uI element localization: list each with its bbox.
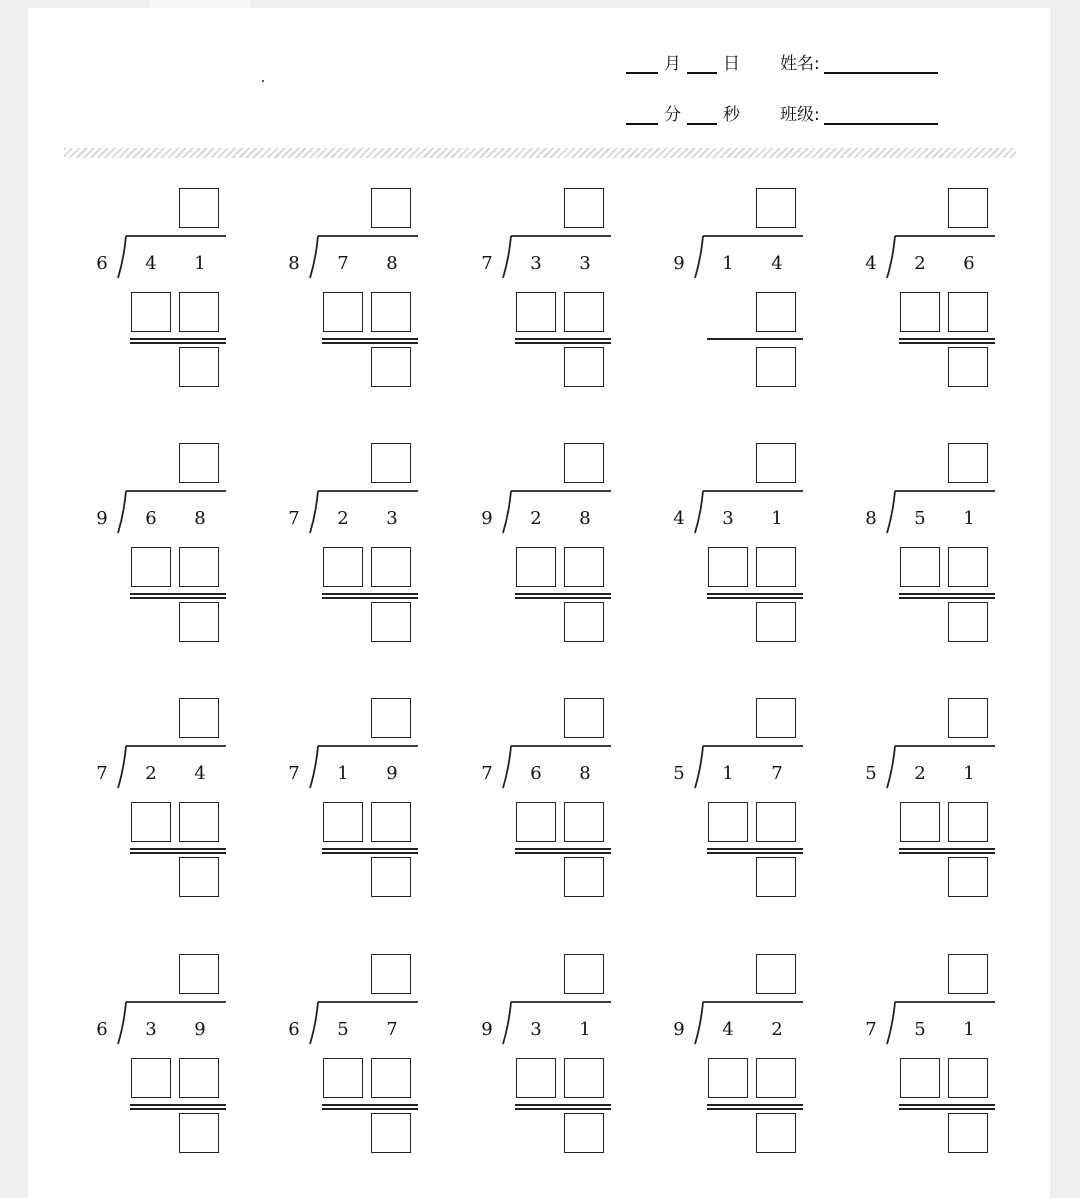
remainder-box[interactable] (756, 1113, 796, 1153)
remainder-box[interactable] (564, 602, 604, 642)
divisor: 7 (481, 763, 493, 784)
subtraction-line (899, 852, 995, 854)
dividend-tens-digit: 4 (145, 253, 157, 274)
remainder-box[interactable] (564, 1113, 604, 1153)
product-tens-box[interactable] (900, 292, 940, 332)
subtraction-line (322, 593, 418, 595)
second-label: 秒 (723, 105, 740, 125)
dividend-tens-digit: 1 (337, 763, 349, 784)
remainder-box[interactable] (179, 602, 219, 642)
subtraction-line (899, 593, 995, 595)
product-tens-box[interactable] (131, 547, 171, 587)
division-problem (667, 441, 817, 651)
subtraction-line (707, 1104, 803, 1106)
dividend-ones-digit: 8 (579, 508, 591, 529)
division-problem (667, 186, 817, 396)
division-problem (282, 441, 432, 651)
product-ones-box[interactable] (564, 802, 604, 842)
quotient-box[interactable] (564, 698, 604, 738)
product-tens-box[interactable] (516, 1058, 556, 1098)
subtraction-line (130, 1108, 226, 1110)
subtraction-line (322, 1104, 418, 1106)
subtraction-line (707, 597, 803, 599)
date-row (626, 46, 938, 74)
month-label: 月 (664, 54, 681, 74)
product-ones-box[interactable] (371, 1058, 411, 1098)
subtraction-line (899, 338, 995, 340)
dividend-ones-digit: 1 (963, 1019, 975, 1040)
quotient-box[interactable] (179, 698, 219, 738)
dividend-tens-digit: 7 (337, 253, 349, 274)
dividend-ones-digit: 9 (194, 1019, 206, 1040)
quotient-box[interactable] (948, 188, 988, 228)
class-blank[interactable] (824, 105, 938, 125)
subtraction-line (130, 338, 226, 340)
product-ones-box[interactable] (179, 1058, 219, 1098)
subtraction-line (515, 1104, 611, 1106)
dividend-tens-digit: 3 (530, 1019, 542, 1040)
subtraction-line (515, 597, 611, 599)
remainder-box[interactable] (756, 347, 796, 387)
product-ones-box[interactable] (564, 292, 604, 332)
product-ones-box[interactable] (948, 547, 988, 587)
division-problem (282, 952, 432, 1162)
product-ones-box[interactable] (948, 1058, 988, 1098)
product-ones-box[interactable] (179, 547, 219, 587)
remainder-box[interactable] (371, 857, 411, 897)
second-blank[interactable] (687, 105, 717, 125)
dividend-tens-digit: 5 (914, 508, 926, 529)
quotient-box[interactable] (564, 954, 604, 994)
dividend-ones-digit: 7 (386, 1019, 398, 1040)
division-problem (475, 441, 625, 651)
remainder-box[interactable] (179, 1113, 219, 1153)
dividend-ones-digit: 1 (963, 763, 975, 784)
subtraction-line (515, 848, 611, 850)
speck (262, 80, 264, 82)
quotient-box[interactable] (371, 443, 411, 483)
dividend-ones-digit: 1 (771, 508, 783, 529)
quotient-box[interactable] (948, 443, 988, 483)
quotient-box[interactable] (371, 188, 411, 228)
subtraction-line (130, 852, 226, 854)
quotient-box[interactable] (179, 188, 219, 228)
dividend-tens-digit: 2 (145, 763, 157, 784)
dividend-tens-digit: 3 (530, 253, 542, 274)
dividend-ones-digit: 1 (579, 1019, 591, 1040)
remainder-box[interactable] (564, 857, 604, 897)
quotient-box[interactable] (948, 954, 988, 994)
subtraction-line (515, 852, 611, 854)
divisor: 6 (96, 1019, 108, 1040)
hatched-divider (64, 148, 1016, 158)
divisor: 7 (288, 763, 300, 784)
division-problem (859, 186, 1009, 396)
dividend-ones-digit: 2 (771, 1019, 783, 1040)
dividend-tens-digit: 2 (337, 508, 349, 529)
divisor: 5 (865, 763, 877, 784)
dividend-tens-digit: 1 (722, 253, 734, 274)
product-tens-box[interactable] (900, 802, 940, 842)
quotient-box[interactable] (756, 443, 796, 483)
product-tens-box[interactable] (131, 1058, 171, 1098)
subtraction-line (707, 1108, 803, 1110)
divisor: 7 (481, 253, 493, 274)
product-ones-box[interactable] (371, 547, 411, 587)
remainder-box[interactable] (948, 1113, 988, 1153)
product-ones-box[interactable] (564, 1058, 604, 1098)
remainder-box[interactable] (371, 602, 411, 642)
division-problem (90, 696, 240, 906)
product-tens-box[interactable] (516, 802, 556, 842)
subtraction-line (130, 1104, 226, 1106)
remainder-box[interactable] (948, 602, 988, 642)
subtraction-line (899, 848, 995, 850)
remainder-box[interactable] (756, 602, 796, 642)
dividend-tens-digit: 5 (914, 1019, 926, 1040)
divisor: 7 (865, 1019, 877, 1040)
quotient-box[interactable] (756, 954, 796, 994)
remainder-box[interactable] (948, 347, 988, 387)
subtraction-line (707, 848, 803, 850)
subtraction-line (130, 593, 226, 595)
division-problem (475, 952, 625, 1162)
divisor: 9 (673, 253, 685, 274)
name-label: 姓名: (780, 54, 820, 74)
quotient-box[interactable] (371, 698, 411, 738)
subtraction-line (515, 1108, 611, 1110)
divisor: 8 (865, 508, 877, 529)
remainder-box[interactable] (948, 857, 988, 897)
product-ones-box[interactable] (371, 802, 411, 842)
page-edge (150, 0, 250, 8)
dividend-tens-digit: 3 (722, 508, 734, 529)
quotient-box[interactable] (371, 954, 411, 994)
division-problem (475, 186, 625, 396)
dividend-tens-digit: 6 (145, 508, 157, 529)
divisor: 4 (673, 508, 685, 529)
dividend-ones-digit: 8 (579, 763, 591, 784)
subtraction-line (322, 852, 418, 854)
product-tens-box[interactable] (323, 802, 363, 842)
division-problem (667, 696, 817, 906)
time-row (626, 97, 938, 125)
dividend-ones-digit: 1 (963, 508, 975, 529)
dividend-ones-digit: 4 (194, 763, 206, 784)
product-tens-box[interactable] (323, 1058, 363, 1098)
quotient-box[interactable] (564, 188, 604, 228)
remainder-box[interactable] (179, 347, 219, 387)
remainder-box[interactable] (756, 857, 796, 897)
quotient-box[interactable] (179, 443, 219, 483)
product-ones-box[interactable] (756, 1058, 796, 1098)
product-ones-box[interactable] (179, 292, 219, 332)
subtraction-line (899, 1104, 995, 1106)
quotient-box[interactable] (179, 954, 219, 994)
dividend-tens-digit: 2 (914, 253, 926, 274)
dividend-ones-digit: 7 (771, 763, 783, 784)
minute-blank[interactable] (626, 105, 658, 125)
divisor: 9 (673, 1019, 685, 1040)
remainder-box[interactable] (371, 347, 411, 387)
division-problem (90, 186, 240, 396)
product-tens-box[interactable] (900, 1058, 940, 1098)
divisor: 9 (481, 1019, 493, 1040)
division-problem (667, 952, 817, 1162)
division-problem (859, 696, 1009, 906)
divisor: 9 (481, 508, 493, 529)
subtraction-line (899, 342, 995, 344)
dividend-tens-digit: 3 (145, 1019, 157, 1040)
subtraction-line (322, 848, 418, 850)
product-tens-box[interactable] (516, 292, 556, 332)
dividend-tens-digit: 6 (530, 763, 542, 784)
product-ones-box[interactable] (948, 292, 988, 332)
divisor: 5 (673, 763, 685, 784)
minute-label: 分 (664, 105, 681, 125)
product-tens-box[interactable] (516, 547, 556, 587)
class-label: 班级: (780, 105, 820, 125)
division-problem (859, 441, 1009, 651)
divisor: 6 (96, 253, 108, 274)
product-ones-box[interactable] (756, 547, 796, 587)
divisor: 4 (865, 253, 877, 274)
divisor: 7 (288, 508, 300, 529)
divisor: 6 (288, 1019, 300, 1040)
subtraction-line (130, 342, 226, 344)
dividend-ones-digit: 6 (963, 253, 975, 274)
product-tens-box[interactable] (708, 802, 748, 842)
divisor: 7 (96, 763, 108, 784)
dividend-tens-digit: 1 (722, 763, 734, 784)
product-ones-box[interactable] (756, 802, 796, 842)
division-problem (90, 441, 240, 651)
subtraction-line (515, 342, 611, 344)
quotient-box[interactable] (948, 698, 988, 738)
division-problem (282, 186, 432, 396)
subtraction-line (515, 593, 611, 595)
dividend-ones-digit: 9 (386, 763, 398, 784)
subtraction-line (130, 597, 226, 599)
product-tens-box[interactable] (131, 292, 171, 332)
subtraction-line (322, 1108, 418, 1110)
product-tens-box[interactable] (323, 547, 363, 587)
dividend-ones-digit: 1 (194, 253, 206, 274)
remainder-box[interactable] (371, 1113, 411, 1153)
product-ones-box[interactable] (756, 292, 796, 332)
dividend-ones-digit: 3 (579, 253, 591, 274)
product-ones-box[interactable] (179, 802, 219, 842)
product-tens-box[interactable] (708, 547, 748, 587)
subtraction-line (322, 338, 418, 340)
dividend-ones-digit: 8 (386, 253, 398, 274)
remainder-box[interactable] (564, 347, 604, 387)
remainder-box[interactable] (179, 857, 219, 897)
month-blank[interactable] (626, 54, 658, 74)
divisor: 9 (96, 508, 108, 529)
dividend-tens-digit: 2 (914, 763, 926, 784)
quotient-box[interactable] (756, 698, 796, 738)
product-tens-box[interactable] (708, 1058, 748, 1098)
divisor: 8 (288, 253, 300, 274)
dividend-tens-digit: 5 (337, 1019, 349, 1040)
subtraction-line (130, 848, 226, 850)
subtraction-line (322, 342, 418, 344)
subtraction-line (707, 338, 803, 340)
quotient-box[interactable] (756, 188, 796, 228)
subtraction-line (707, 593, 803, 595)
product-tens-box[interactable] (900, 547, 940, 587)
dividend-ones-digit: 3 (386, 508, 398, 529)
division-problem (90, 952, 240, 1162)
dividend-ones-digit: 8 (194, 508, 206, 529)
product-ones-box[interactable] (948, 802, 988, 842)
dividend-tens-digit: 2 (530, 508, 542, 529)
division-problem (282, 696, 432, 906)
day-label: 日 (723, 54, 740, 74)
subtraction-line (899, 1108, 995, 1110)
division-problem (859, 952, 1009, 1162)
subtraction-line (899, 597, 995, 599)
subtraction-line (515, 338, 611, 340)
day-blank[interactable] (687, 54, 717, 74)
quotient-box[interactable] (564, 443, 604, 483)
division-problem (475, 696, 625, 906)
subtraction-line (322, 597, 418, 599)
product-tens-box[interactable] (323, 292, 363, 332)
dividend-ones-digit: 4 (771, 253, 783, 274)
product-ones-box[interactable] (371, 292, 411, 332)
name-blank[interactable] (824, 54, 938, 74)
dividend-tens-digit: 4 (722, 1019, 734, 1040)
product-tens-box[interactable] (131, 802, 171, 842)
subtraction-line (707, 852, 803, 854)
product-ones-box[interactable] (564, 547, 604, 587)
